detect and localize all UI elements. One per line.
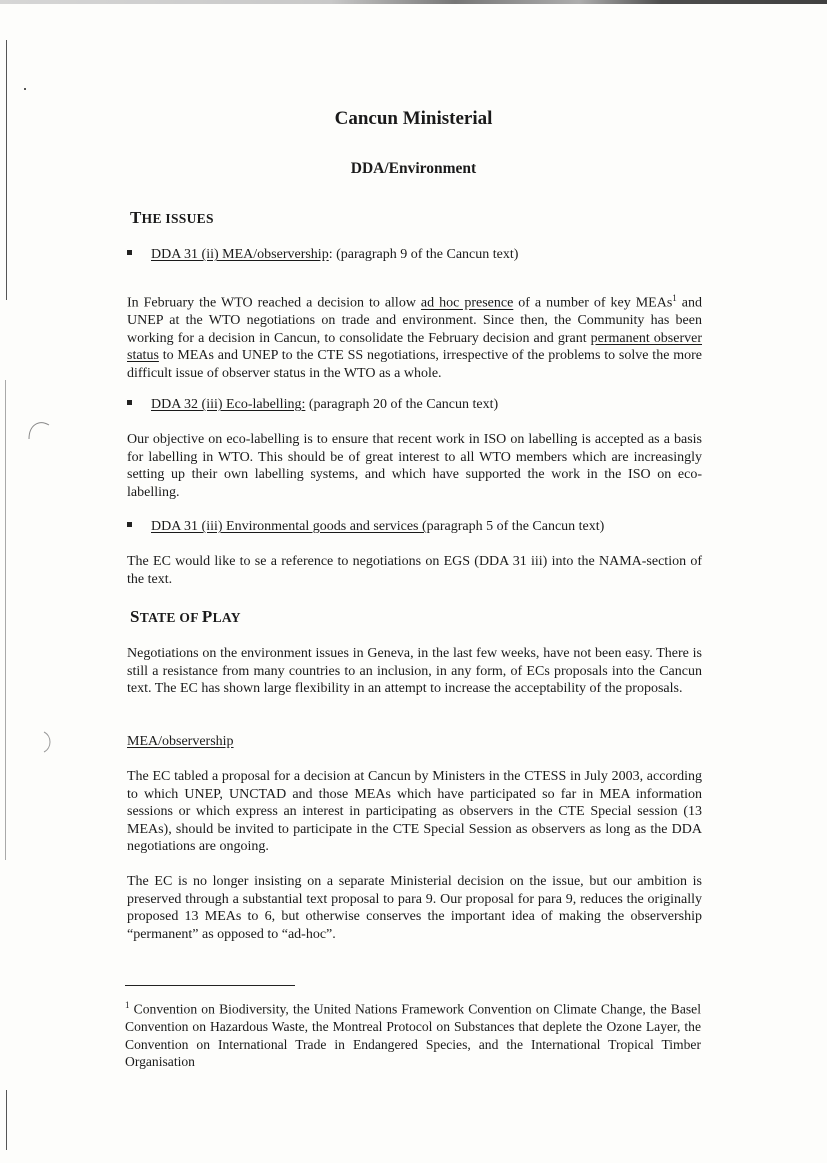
- issue-link-mea[interactable]: DDA 31 (ii) MEA/observership: [151, 247, 329, 262]
- paragraph-ad-hoc-presence: In February the WTO reached a decision to allow ad hoc presence of a number of key MEAs$^1$ and UNEP at the WTO negotiations on trade and environment. Since then, the Community has been working for a decision in Cancun, to consolidate the February decision and grant permanent observer status to MEAs and UNEP to the CTE SS negotiations, irrespective of the problems to solve the more difficult issue of observer status in the WTO as a whole.: [127, 293, 702, 382]
- issue-link-egs[interactable]: DDA 31 (iii) Environmental goods and services (: [151, 519, 427, 534]
- page-title: Cancun Ministerial: [334, 108, 493, 129]
- issue-link-ecolabelling[interactable]: DDA 32 (iii) Eco-labelling:: [151, 397, 306, 412]
- scan-left-margin-line: [5, 380, 6, 860]
- issue-bullet-2: DDA 32 (iii) Eco-labelling: (paragraph 20 of the Cancun text): [127, 396, 498, 414]
- section-heading-state-of-play: STATE OF PLAY: [130, 607, 241, 626]
- page-subtitle: DDA/Environment: [350, 160, 477, 177]
- punch-hole-mark: [25, 415, 61, 445]
- issue-bullet-1: DDA 31 (ii) MEA/observership: (paragraph 9 of the Cancun text): [127, 246, 518, 264]
- subheading-mea-observership: MEA/observership: [127, 734, 234, 749]
- footnote-divider: [125, 985, 295, 986]
- ad-hoc-presence-link[interactable]: ad hoc presence: [420, 295, 514, 311]
- footnote: $^1$ Convention on Biodiversity, the United Nations Framework Convention on Climate Change, the Basel Convention on Hazardous Waste, the Montreal Protocol on Substances that deplete the Ozone Layer, the Convention on International Trade in Endangered Species, and the International Tropical Timber Organisation: [125, 1000, 701, 1070]
- scan-top-edge: [0, 0, 827, 4]
- paragraph-ec-proposal: The EC tabled a proposal for a decision at Cancun by Ministers in the CTESS in July 2003, according to which UNEP, UNCTAD and those MEAs which have participated so far in MEA information sessions or which express an interest in participating as observers in the CTE Special session (13 MEAs), should be invited to participate in the CTE Special Session as observers as long as the DDA negotiations are ongoing.: [127, 769, 702, 855]
- bullet-icon: [127, 250, 132, 255]
- bullet-icon: [127, 522, 132, 527]
- issue-bullet-3: DDA 31 (iii) Environmental goods and services (paragraph 5 of the Cancun text): [127, 518, 604, 536]
- paragraph-negotiations: Negotiations on the environment issues in Geneva, in the last few weeks, have not been easy. There is still a resistance from many countries to an inclusion, in any form, of ECs proposals into the Cancun text. The EC has shown large flexibility in an attempt to increase the acceptability of the proposals.: [127, 646, 702, 697]
- paragraph-eco-labelling: Our objective on eco-labelling is to ensure that recent work in ISO on labelling is accepted as a basis for labelling in WTO. This should be of great interest to all WTO members which are increasingly setting up their own labelling systems, and which have supported the work in the ISO on eco-labelling.: [127, 432, 702, 500]
- permanent-observer-link[interactable]: permanent observer status: [127, 330, 702, 364]
- bullet-icon: [127, 400, 132, 405]
- scan-dot: [24, 88, 26, 90]
- paragraph-ec-ambition: The EC is no longer insisting on a separate Ministerial decision on the issue, but our ambition is preserved through a substantial text proposal to para 9. Our proposal for para 9, reduces the originally proposed 13 MEAs to 6, but otherwise conserves the important idea of making the observership “permanent” as opposed to “ad-hoc”.: [127, 874, 702, 942]
- footnote-ref[interactable]: 1: [672, 293, 677, 303]
- section-heading-issues: THE ISSUES: [130, 208, 214, 227]
- punch-hole-mark: [36, 730, 60, 754]
- scan-left-margin-line: [6, 1090, 7, 1150]
- paragraph-egs: The EC would like to se a reference to negotiations on EGS (DDA 31 iii) into the NAMA-section of the text.: [127, 554, 702, 587]
